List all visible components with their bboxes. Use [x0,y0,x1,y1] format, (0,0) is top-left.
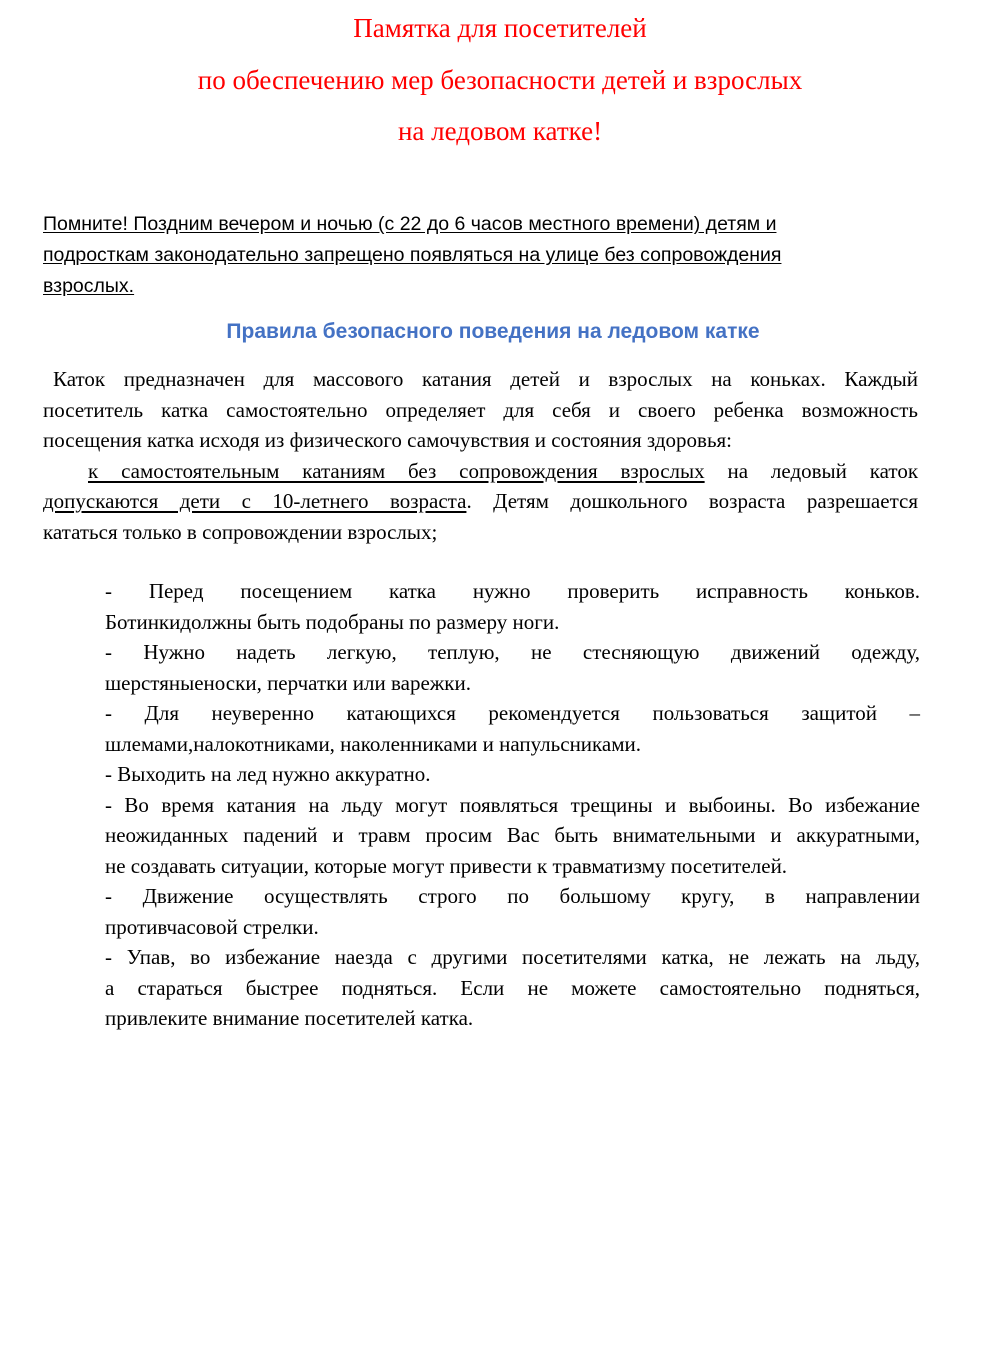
rule-item [105,790,920,882]
rule-line: не создавать ситуации, которые могут привести к травматизму посетителей. [105,853,788,878]
rule-item [105,698,920,759]
intro-paragraph [43,364,918,547]
rule-line: противчасовой стрелки. [105,914,319,939]
title-line-2: по обеспечению мер безопасности детей и взрослых [197,65,803,95]
rules-subheading: Правила безопасного поведения на ледовом катке [226,320,760,343]
intro-line-3: посещения катка исходя из физического самочувствия и состояния здоровья: [43,428,733,452]
title-line-1: Памятка для посетителей [353,13,647,43]
rule-line: привлеките внимание посетителей катка. [105,1006,474,1030]
rule-line: - Нужно надеть легкую, теплую, не стесняющую движений одежду, [105,640,920,664]
rule-line: а стараться быстрее подняться. Если не можете самостоятельно подняться, [105,975,920,1000]
rule-line: Ботинкидолжны быть подобраны по размеру ноги. [105,609,560,634]
intro-line-4-underlined: к самостоятельным катаниям без сопровождения взрослых [88,458,705,483]
rule-item [105,576,920,637]
rule-line: - Движение осуществлять строго по большому кругу, в направлении [105,884,920,908]
intro-line-5-underlined: допускаются дети с 10-летнего возраста [43,489,467,513]
warning-line-1: Помните! Поздним вечером и ночью (с 22 до 6 часов местного времени) детям и [43,213,777,235]
rules-list [105,576,920,1034]
curfew-warning [43,209,893,302]
rule-line: - Выходить на лед нужно аккуратно. [105,762,431,786]
rule-item [105,881,920,942]
intro-line-1: Каток предназначен для массового катания детей и взрослых на коньках. Каждый [53,367,918,391]
warning-line-2: подросткам законодательно запрещено появляться на улице без сопровождения [43,244,782,266]
rule-item [105,637,920,698]
rule-item [105,759,920,790]
intro-line-4-rest: на ледовый каток [727,458,919,483]
rule-line: - Для неуверенно катающихся рекомендуется пользоваться защитой – [105,701,920,725]
warning-line-3: взрослых. [43,275,135,297]
intro-line-6: кататься только в сопровождении взрослых; [43,519,438,544]
rule-item [105,942,920,1034]
rule-line: - Перед посещением катка нужно проверить исправность коньков. [105,579,920,603]
rule-line: - Упав, во избежание наезда с другими посетителями катка, не лежать на льду, [105,945,920,969]
intro-line-2: посетитель катка самостоятельно определяет для себя и своего ребенка возможность [43,397,918,422]
rule-line: неожиданных падений и травм просим Вас быть внимательными и аккуратными, [105,823,920,847]
intro-line-4 [43,456,918,487]
title-line-3: на ледовом катке! [397,116,603,146]
rule-line: шлемами,налокотниками, наколенниками и напульсниками. [105,731,642,756]
intro-line-5-rest: . Детям дошкольного возраста разрешается [466,489,918,513]
rule-line: шерстяныеноски, перчатки или варежки. [105,670,471,695]
intro-line-5 [43,486,918,517]
rule-line: - Во время катания на льду могут появляться трещины и выбоины. Во избежание [105,792,920,817]
